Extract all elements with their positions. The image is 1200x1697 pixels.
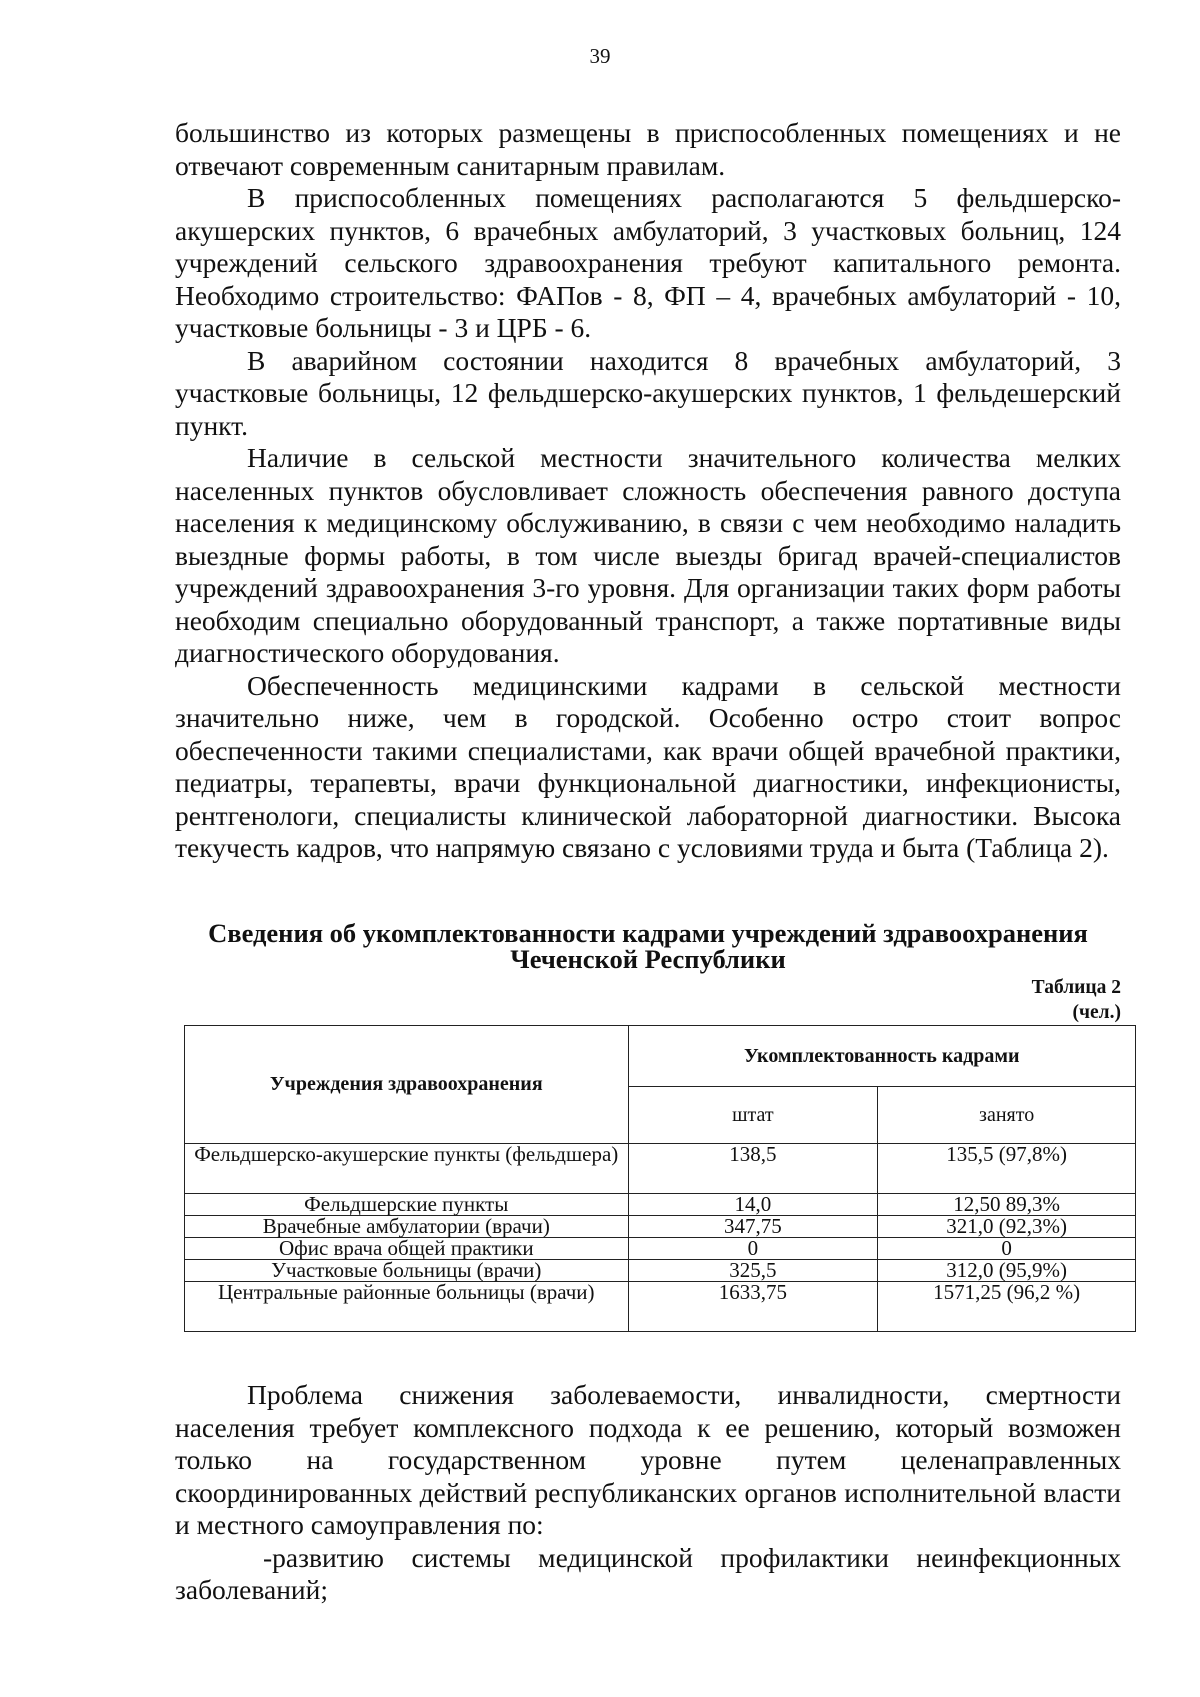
cell-zanyato: 12,50 89,3% [878, 1194, 1136, 1216]
page-number: 39 [589, 44, 611, 68]
paragraph: Проблема снижения заболеваемости, инвалидности, смертности населения требует комплексного подхода к ее решению, который возможен только на государственном уровне путем целенаправленных скоординированных действий республиканских органов исполнительной власти и местного самоуправления по: [175, 1379, 1121, 1540]
paragraph: большинство из которых размещены в приспособленных помещениях и не отвечают современным санитарным правилам. [175, 117, 1121, 181]
paragraph: В аварийном состоянии находится 8 врачебных амбулаторий, 3 участковые больницы, 12 фельдшерско-акушерских пунктов, 1 фельдешерский пункт. [175, 344, 1121, 441]
cell-zanyato: 312,0 (95,9%) [878, 1260, 1136, 1282]
table-title: Сведения об укомплектованности кадрами учреждений здравоохранения Чеченской Республики [208, 918, 1088, 974]
header-institutions: Учреждения здравоохранения [185, 1026, 629, 1144]
paragraph: Обеспеченность медицинскими кадрами в сельской местности значительно ниже, чем в городской. Особенно остро стоит вопрос обеспеченности такими специалистами, как врачи общей врачебной практики, педиатры, терапевты, врачи функциональной диагностики, инфекционисты, рентгенологи, специалисты клинической лабораторной диагностики. Высока текучесть кадров, что напрямую связано с условиями труда и быта (Таблица 2). [175, 669, 1121, 863]
table-label: Таблица 2 [1031, 977, 1121, 998]
paragraph: -развитию системы медицинской профилактики неинфекционных заболеваний; [175, 1541, 1121, 1605]
cell-shtat: 14,0 [628, 1194, 878, 1216]
cell-institution: Центральные районные больницы (врачи) [185, 1282, 629, 1332]
cell-shtat: 138,5 [628, 1144, 878, 1194]
cell-zanyato: 321,0 (92,3%) [878, 1216, 1136, 1238]
cell-shtat: 325,5 [628, 1260, 878, 1282]
cell-institution: Врачебные амбулатории (врачи) [185, 1216, 629, 1238]
header-shtat: штат [628, 1087, 878, 1144]
body-text-bottom [175, 1379, 1121, 1607]
cell-shtat: 1633,75 [628, 1282, 878, 1332]
table-unit: (чел.) [1072, 1002, 1121, 1023]
paragraph: Наличие в сельской местности значительного количества мелких населенных пунктов обусловливает сложность обеспечения равного доступа населения к медицинскому обслуживанию, в связи с чем необходимо наладить выездные формы работы, в том числе выезды бригад врачей-специалистов учреждений здравоохранения 3-го уровня. Для организации таких форм работы необходим специально оборудованный транспорт, а также портативные виды диагностического оборудования. [175, 442, 1121, 668]
cell-zanyato: 1571,25 (96,2 %) [878, 1282, 1136, 1332]
cell-shtat: 347,75 [628, 1216, 878, 1238]
cell-shtat: 0 [628, 1238, 878, 1260]
table-row [185, 1216, 1136, 1238]
staffing-table [184, 1025, 1136, 1332]
cell-institution: Фельдшерско-акушерские пункты (фельдшера) [185, 1144, 629, 1194]
cell-institution: Офис врача общей практики [185, 1238, 629, 1260]
table-row [185, 1238, 1136, 1260]
cell-institution: Участковые больницы (врачи) [185, 1260, 629, 1282]
header-staffing: Укомплектованность кадрами [628, 1026, 1135, 1087]
cell-institution: Фельдшерские пункты [185, 1194, 629, 1216]
body-text-top [175, 117, 1121, 865]
cell-zanyato: 0 [878, 1238, 1136, 1260]
table-row [185, 1144, 1136, 1194]
table-row [185, 1282, 1136, 1332]
header-zanyato: занято [878, 1087, 1136, 1144]
table-row [185, 1194, 1136, 1216]
paragraph: В приспособленных помещениях располагаются 5 фельдшерско-акушерских пунктов, 6 врачебных амбулаторий, 3 участковых больниц, 124 учреждений сельского здравоохранения требуют капитального ремонта. Необходимо строительство: ФАПов - 8, ФП – 4, врачебных амбулаторий - 10, участковые больницы - 3 и ЦРБ - 6. [175, 182, 1121, 343]
table-row [185, 1260, 1136, 1282]
cell-zanyato: 135,5 (97,8%) [878, 1144, 1136, 1194]
